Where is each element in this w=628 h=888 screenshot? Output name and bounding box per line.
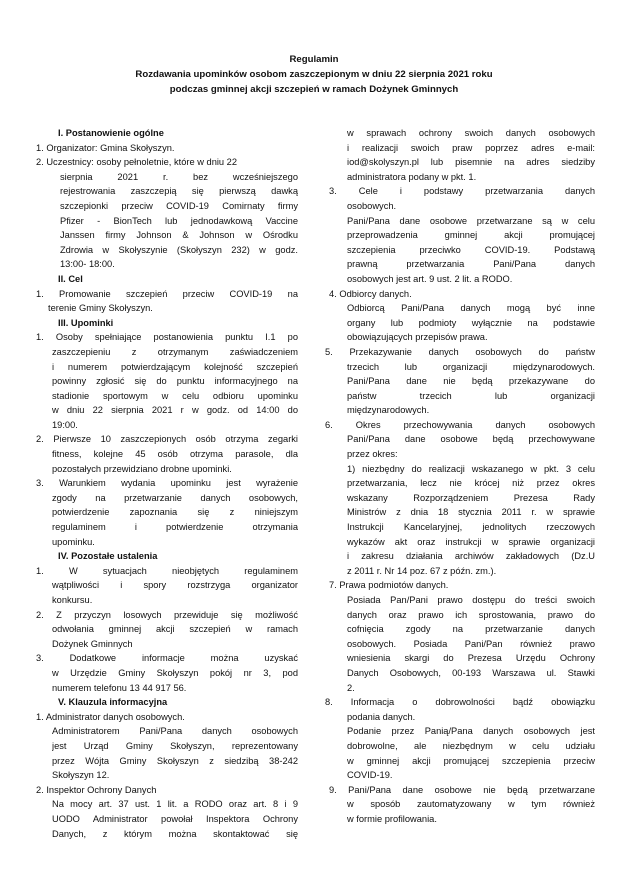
text-line: Danych Osobowych, 00-193 Warszawa ul. Stawki bbox=[347, 667, 595, 678]
text-line: 13:00- 18:00. bbox=[60, 259, 115, 270]
text-line: administratora podany w pkt. 1. bbox=[347, 171, 477, 182]
text-line: 2. Z przyczyn losowych przewiduje się możliwość bbox=[36, 609, 298, 620]
text-line: wniesienia skargi do Prezesa Urzędu Ochrony bbox=[347, 653, 595, 664]
text-line: fitness, kolejne 45 osób otrzyma parasole, dla bbox=[52, 449, 298, 460]
text-line: wskazany Rozporządzeniem Prezesa Rady bbox=[347, 492, 595, 503]
text-line: przeprowadzenia gminnej akcji promującej bbox=[347, 230, 595, 241]
text-line: potwierdzenie zapoznania się z niniejszym bbox=[52, 507, 298, 518]
text-line: 1. Organizator: Gmina Skołyszyn. bbox=[36, 142, 175, 153]
text-line: COVID-19. bbox=[347, 770, 393, 781]
text-line: Pfizer - BionTech lub jednodawkową Vaccine bbox=[60, 215, 298, 226]
text-line: cofnięcia zgody na przetwarzanie danych bbox=[347, 624, 595, 635]
text-line: dobrowolne, ale niezbędnym w celu udziału bbox=[347, 740, 595, 751]
text-line: 1. Osoby spełniające postanowienia punktu I.1 po bbox=[36, 332, 298, 343]
text-line: trzecich lub organizacji międzynarodowych. bbox=[347, 361, 595, 372]
text-line: w gminnej akcji promującej szczepienia przeciw bbox=[347, 755, 595, 766]
text-line: Na mocy art. 37 ust. 1 lit. a RODO oraz art. 8 i 9 bbox=[52, 799, 298, 810]
text-line: Pani/Pana dane nie będą przekazywane do bbox=[347, 376, 595, 387]
text-line: w sposób zautomatyzowany w tym również bbox=[347, 799, 595, 810]
text-line: Janssen firmy Johnson & Johnson w Ośrodku bbox=[60, 230, 298, 241]
text-line: w dniu 22 sierpnia 2021 r w godz. od 14:00 do bbox=[52, 405, 298, 416]
text-line: Podanie przez Panią/Pana danych osobowych jest bbox=[347, 726, 595, 737]
text-line: i realizacji swoich praw poprzez adres e-mail: bbox=[347, 142, 595, 153]
document-title: Regulamin bbox=[289, 54, 339, 65]
text-line: wątpliwości i spory rozstrzyga organizator bbox=[52, 580, 298, 591]
text-line: w formie profilowania. bbox=[347, 813, 437, 824]
text-line: 1. W sytuacjach nieobjętych regulaminem bbox=[36, 565, 298, 576]
text-line: numerem telefonu 13 44 917 56. bbox=[52, 682, 187, 693]
text-line: przetwarzania, lecz nie krócej niż przez okres bbox=[347, 478, 595, 489]
text-line: Pani/Pana dane osobowe będą przechowywane bbox=[347, 434, 595, 445]
section-heading: I. Postanowienie ogólne bbox=[58, 128, 164, 138]
text-line: Administratorem Pani/Pana danych osobowych bbox=[52, 726, 298, 737]
text-line: w Urzędzie Gminy Skołyszyn pokój nr 3, pod bbox=[52, 667, 298, 678]
text-line: w sprawach ochrony swoich danych osobowych bbox=[347, 128, 595, 138]
document-subtitle-line2: podczas gminnej akcji szczepień w ramach Dożynek Gminnych bbox=[169, 84, 459, 95]
text-line: powinny zgłosić się do punktu informacyjnego na bbox=[52, 376, 298, 387]
section-heading: II. Cel bbox=[58, 273, 83, 284]
section-heading: IV. Pozostałe ustalenia bbox=[58, 551, 158, 562]
text-line: prawną przetwarzania Pani/Pana danych bbox=[347, 259, 595, 270]
text-line: osobowych. Posiada Pani/Pan również prawo bbox=[347, 638, 595, 649]
text-line: 19:00. bbox=[52, 419, 78, 430]
text-line: obowiązujących przepisów prawa. bbox=[347, 332, 488, 343]
text-line: Zdrowia w Skołyszynie (Skołyszyn 232) w godz. bbox=[60, 244, 298, 255]
text-line: rejestrowania zaszczepią się pierwszą dawką bbox=[60, 186, 298, 197]
text-line: regulaminem i potwierdzenie otrzymania bbox=[52, 522, 298, 533]
text-line: Danych, z którym można skontaktować się bbox=[52, 828, 298, 839]
text-line: przez Wójta Gminy Skołyszyn z siedzibą 38-242 bbox=[52, 755, 298, 766]
text-line: Posiada Pan/Pani prawo dostępu do treści swoich bbox=[347, 595, 595, 605]
text-line: jest Urząd Gminy Skołyszyn, reprezentowany bbox=[52, 740, 298, 751]
text-line: 9. Pani/Pana dane osobowe nie będą przetwarzane bbox=[329, 784, 595, 795]
text-line: i numerem potwierdzającym kolejność szczepień bbox=[52, 361, 298, 372]
text-line: Instrukcji Kancelaryjnej, jednolitych rzeczowych bbox=[347, 522, 595, 533]
text-line: 2. Inspektor Ochrony Danych bbox=[36, 784, 157, 795]
text-line: przez okres: bbox=[347, 449, 398, 460]
text-line: 3. Cele i podstawy przetwarzania danych bbox=[329, 186, 595, 197]
text-line: iod@skolyszyn.pl lub pisemnie na adres siedziby bbox=[347, 157, 595, 168]
text-line: konkursu. bbox=[52, 595, 93, 605]
text-line: 5. Przekazywanie danych osobowych do państw bbox=[325, 346, 595, 357]
text-line: odwołania gminnej akcji szczepień w ramach bbox=[52, 624, 298, 635]
text-line: Odbiorcą Pani/Pana danych mogą być inne bbox=[347, 303, 595, 314]
text-line: Dożynek Gminnych bbox=[52, 638, 133, 649]
right-column bbox=[325, 126, 595, 827]
text-line: sierpnia 2021 r. bez wcześniejszego bbox=[60, 171, 298, 182]
text-line: 1) niezbędny do realizacji wskazanego w pkt. 3 celu bbox=[347, 463, 595, 474]
text-line: 1. Administrator danych osobowych. bbox=[36, 711, 185, 722]
text-line: 6. Okres przechowywania danych osobowych bbox=[325, 419, 595, 430]
text-line: 2. Uczestnicy: osoby pełnoletnie, które w dniu 22 bbox=[36, 157, 238, 168]
text-line: Ministrów z dnia 18 stycznia 2011 r. w sprawie bbox=[347, 507, 595, 518]
text-line: Pani/Pana dane osobowe przetwarzane są w celu bbox=[347, 215, 595, 226]
text-line: zgody na przetwarzanie danych osobowych, bbox=[52, 492, 298, 503]
text-line: szczepienia przeciwko COVID-19. Podstawą bbox=[347, 244, 595, 255]
section-heading: III. Upominki bbox=[58, 317, 114, 328]
text-line: 4. Odbiorcy danych. bbox=[329, 288, 412, 299]
text-line: terenie Gminy Skołyszyn. bbox=[48, 303, 153, 314]
text-line: 3. Warunkiem wydania upominku jest wyrażenie bbox=[36, 478, 298, 489]
text-line: upominku. bbox=[52, 536, 95, 547]
text-line: osobowych jest art. 9 ust. 2 lit. a RODO. bbox=[347, 273, 513, 284]
text-line: państw trzecich lub organizacji bbox=[347, 390, 595, 401]
text-line: 2. bbox=[347, 682, 355, 693]
text-line: zaszczepieniu z otrzymanym zaświadczeniem bbox=[52, 346, 298, 357]
text-line: 3. Dodatkowe informacje można uzyskać bbox=[36, 653, 298, 664]
text-line: podania danych. bbox=[347, 711, 416, 722]
text-line: i zakresu działania archiwów zakładowych (Dz.U bbox=[347, 551, 595, 562]
text-line: stadionie sportowym w celu odbioru upominku bbox=[52, 390, 298, 401]
text-line: wykazów akt oraz instrukcji w sprawie organizacji bbox=[347, 536, 595, 547]
document-subtitle: Rozdawania upominków osobom zaszczepionym w dniu 22 sierpnia 2021 roku bbox=[135, 69, 493, 80]
text-line: z 2011 r. Nr 14 poz. 67 z późn. zm.). bbox=[347, 565, 497, 576]
text-line: danych oraz prawo ich sprostowania, prawo do bbox=[347, 609, 595, 620]
text-line: 8. Informacja o dobrowolności bądź obowiązku bbox=[325, 697, 595, 708]
text-line: międzynarodowych. bbox=[347, 405, 430, 416]
text-line: szczepionki przeciw COVID-19 Comirnaty firmy bbox=[60, 200, 298, 211]
text-line: 2. Pierwsze 10 zaszczepionych osób otrzyma zegarki bbox=[36, 434, 298, 445]
text-line: organy lub podmioty wyłącznie na podstawie bbox=[347, 317, 595, 328]
text-line: UODO Administrator powołał Inspektora Ochrony bbox=[52, 813, 298, 824]
section-heading: V. Klauzula informacyjna bbox=[58, 697, 168, 708]
left-column bbox=[36, 126, 298, 841]
text-line: pozostałych przewidziano drobne upominki. bbox=[52, 463, 232, 474]
text-line: 1. Promowanie szczepień przeciw COVID-19 na bbox=[36, 288, 298, 299]
text-line: osobowych. bbox=[347, 200, 397, 211]
text-line: 7. Prawa podmiotów danych. bbox=[329, 580, 449, 591]
text-line: Skołyszyn 12. bbox=[52, 770, 110, 781]
